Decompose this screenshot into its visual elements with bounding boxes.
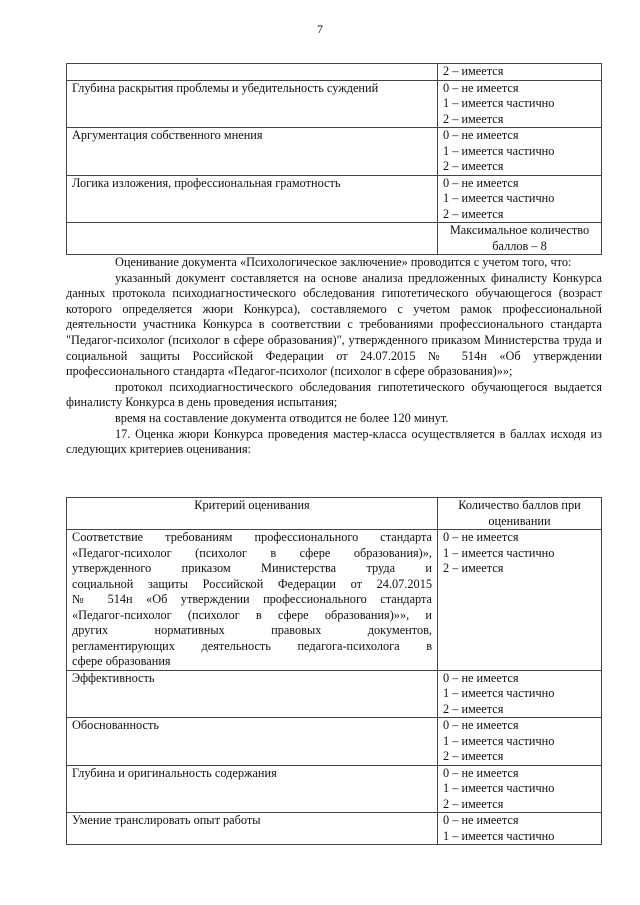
paragraph: 17. Оценка жюри Конкурса проведения мастер-класса осуществляется в баллах исходя из следующих критериев оценивания: xyxy=(66,426,602,457)
score-option: 0 – не имеется xyxy=(443,128,519,142)
score-option: 1 – имеется частично xyxy=(443,545,555,560)
table-row xyxy=(67,64,602,81)
criterion-cell: Аргументация собственного мнения xyxy=(67,128,438,176)
table-row xyxy=(67,128,602,176)
paragraph: Оценивание документа «Психологическое заключение» проводится с учетом того, что: xyxy=(115,255,572,269)
table-row xyxy=(67,670,602,718)
points-cell xyxy=(438,80,602,128)
paragraph: указанный документ составляется на основе анализа предложенных финалисту Конкурса данных протокола психодиагностического обследования гипотетического обучающегося (возраст которого определяется жюри Конкурса), составляемого с учетом рамок профессиональной деятельности участника Конкурса в соответствии с требованиями профессионального стандарта "Педагог-психолог (психолог в сфере образования)", утвержденного приказом Министерства труда и социальной защиты Российской Федерации от 24.07.2015 № 514н «Об утверждении профессионального стандарта «Педагог-психолог (психолог в сфере образования)»»; xyxy=(66,270,602,379)
points-cell xyxy=(438,64,602,81)
score-option: 1 – имеется частично xyxy=(443,781,555,795)
table-row xyxy=(67,223,602,255)
score-option: 1 – имеется частично xyxy=(443,143,555,158)
empty-cell xyxy=(67,223,438,255)
score-option: 2 – имеется xyxy=(443,749,504,763)
score-option: 0 – не имеется xyxy=(443,175,519,190)
criterion-line: социальной защиты Российской Федерации от 24.07.2015 xyxy=(72,576,432,591)
points-cell xyxy=(438,765,602,813)
criterion-cell xyxy=(67,530,438,671)
criterion-cell: Эффективность xyxy=(67,670,438,718)
points-cell xyxy=(438,813,602,845)
criterion-line: «Педагог-психолог (психолог в сфере образования)», xyxy=(72,545,432,560)
paragraph: время на составление документа отводится не более 120 минут. xyxy=(115,410,449,425)
points-cell xyxy=(438,175,602,223)
score-option: 0 – не имеется xyxy=(443,813,519,827)
points-cell xyxy=(438,718,602,766)
score-option: 2 – имеется xyxy=(443,159,504,173)
table-row xyxy=(67,718,602,766)
score-option: 0 – не имеется xyxy=(443,718,519,732)
score-option: 1 – имеется частично xyxy=(443,686,555,700)
points-cell xyxy=(438,670,602,718)
points-cell xyxy=(438,128,602,176)
criteria-table-continued xyxy=(66,63,602,255)
score-option: 1 – имеется частично xyxy=(443,191,555,205)
body-text xyxy=(66,255,602,458)
score-option: 1 – имеется частично xyxy=(443,733,555,748)
criterion-cell: Обоснованность xyxy=(67,718,438,766)
score-option: 0 – не имеется xyxy=(443,765,519,780)
criterion-line: сфере образования xyxy=(72,654,171,668)
points-cell xyxy=(438,530,602,671)
criterion-line: утвержденного приказом Министерства труда и xyxy=(72,561,432,575)
score-option: 2 – имеется xyxy=(443,64,504,78)
criterion-cell xyxy=(67,64,438,81)
header-criterion: Критерий оценивания xyxy=(67,498,438,530)
criterion-cell: Умение транслировать опыт работы xyxy=(67,813,438,845)
max-score-cell: Максимальное количество баллов – 8 xyxy=(438,223,602,255)
score-option: 0 – не имеется xyxy=(443,80,519,95)
criterion-cell: Глубина раскрытия проблемы и убедительность суждений xyxy=(67,80,438,128)
table-row xyxy=(67,175,602,223)
score-option: 2 – имеется xyxy=(443,796,504,811)
score-option: 2 – имеется xyxy=(443,701,504,716)
criterion-cell: Глубина и оригинальность содержания xyxy=(67,765,438,813)
criterion-line: «Педагог-психолог (психолог в сфере образования)»», и xyxy=(72,607,432,622)
criterion-line: № 514н «Об утверждении профессионального стандарта xyxy=(72,592,432,606)
score-option: 1 – имеется частично xyxy=(443,828,555,843)
criterion-line: Соответствие требованиям профессионального стандарта xyxy=(72,530,432,544)
table-row xyxy=(67,80,602,128)
score-option: 0 – не имеется xyxy=(443,670,519,685)
table-header-row xyxy=(67,498,602,530)
table-row xyxy=(67,530,602,671)
master-class-criteria-table xyxy=(66,497,602,845)
table-row xyxy=(67,765,602,813)
score-option: 2 – имеется xyxy=(443,111,504,126)
score-option: 0 – не имеется xyxy=(443,530,519,544)
page-number: 7 xyxy=(317,22,323,36)
paragraph: протокол психодиагностического обследования гипотетического обучающегося выдается финалисту Конкурса в день проведения испытания; xyxy=(66,379,602,410)
criterion-cell: Логика изложения, профессиональная грамотность xyxy=(67,175,438,223)
criterion-line: регламентирующих деятельность педагога-психолога в xyxy=(72,638,432,653)
header-points: Количество баллов при оценивании xyxy=(438,498,602,530)
table-row xyxy=(67,813,602,845)
criterion-line: других нормативных правовых документов, xyxy=(72,623,432,637)
score-option: 2 – имеется xyxy=(443,561,504,575)
score-option: 2 – имеется xyxy=(443,206,504,221)
score-option: 1 – имеется частично xyxy=(443,96,555,110)
